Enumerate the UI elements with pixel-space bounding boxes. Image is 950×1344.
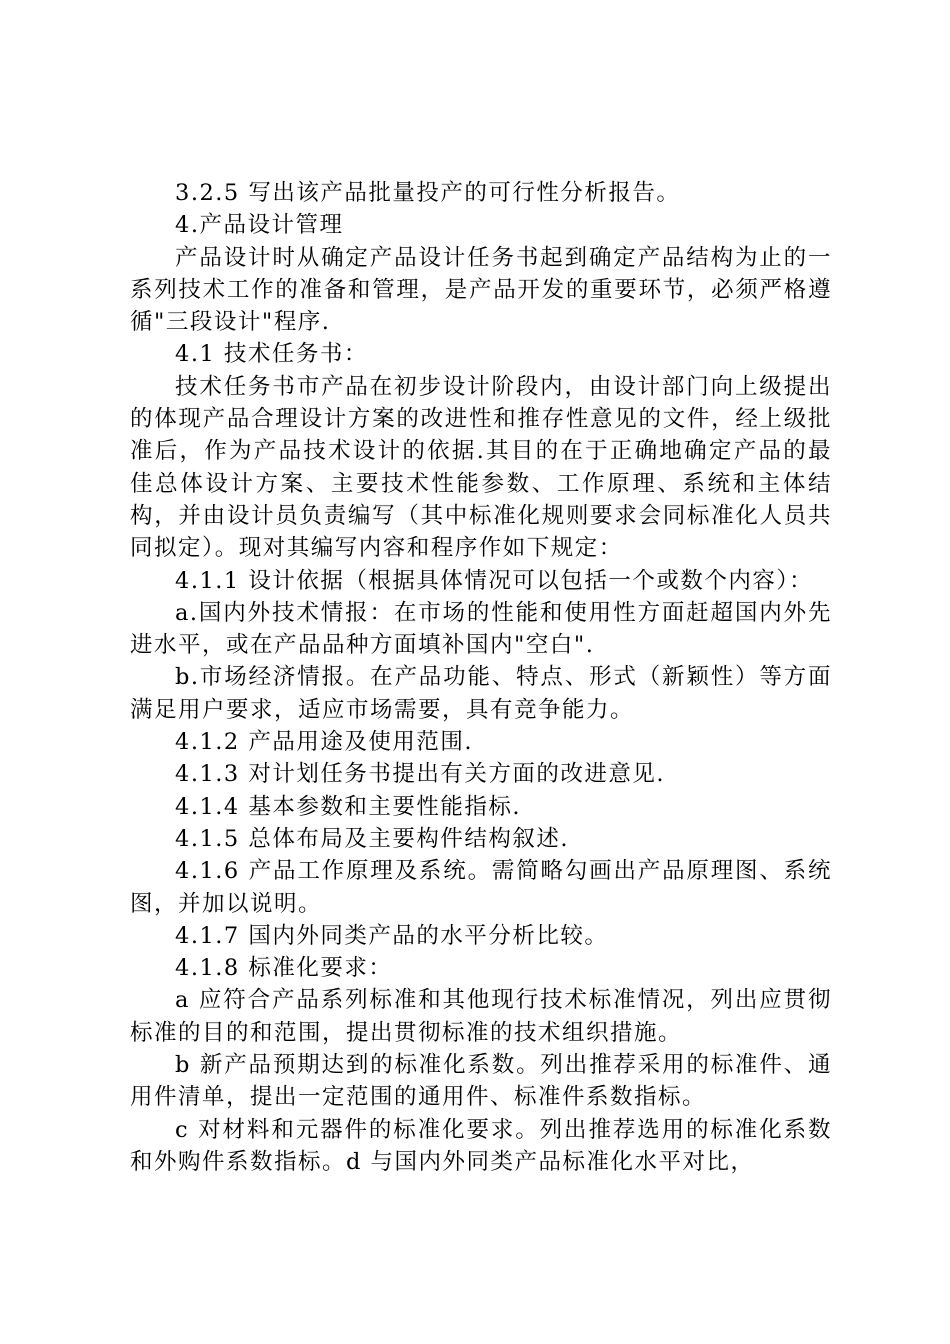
paragraph-4-1-5: 4.1.5 总体布局及主要构件结构叙述. [175, 825, 570, 852]
paragraph-std-a: a 应符合产品系列标准和其他现行技术标准情况，列出应贯彻标准的目的和范围，提出贯彻标准的技术组织措施。 [130, 987, 832, 1046]
heading-4-1: 4.1 技术任务书： [175, 341, 368, 368]
paragraph-3-2-5: 3.2.5 写出该产品批量投产的可行性分析报告。 [175, 180, 681, 206]
paragraph-4-1-3: 4.1.3 对计划任务书提出有关方面的改进意见. [175, 761, 666, 788]
heading-4: 4.产品设计管理 [175, 212, 344, 239]
document-body [130, 177, 832, 1178]
paragraph-item-b: b.市场经济情报。在产品功能、特点、形式（新颖性）等方面满足用户要求，适应市场需要，具有竞争能力。 [130, 664, 832, 723]
paragraph-task-book: 技术任务书市产品在初步设计阶段内，由设计部门向上级提出的体现产品合理设计方案的改进性和推存性意见的文件，经上级批准后，作为产品技术设计的依据.其目的在于正确地确定产品的最佳总体设计方案、主要技术性能参数、工作原理、系统和主体结构，并由设计员负责编写（其中标准化规则要求会同标准化人员共同拟定）。现对其编写内容和程序作如下规定： [130, 373, 832, 562]
paragraph-4-1-8: 4.1.8 标准化要求： [175, 955, 393, 982]
paragraph-std-c: c 对材料和元器件的标准化要求。列出推荐选用的标准化系数和外购件系数指标。d 与国内外同类产品标准化水平对比， [130, 1116, 832, 1175]
paragraph-4-1-2: 4.1.2 产品用途及使用范围. [175, 729, 474, 756]
paragraph-4-1-7: 4.1.7 国内外同类产品的水平分析比较。 [175, 922, 609, 949]
paragraph-4-1-4: 4.1.4 基本参数和主要性能指标. [175, 793, 522, 820]
paragraph-design-intro: 产品设计时从确定产品设计任务书起到确定产品结构为止的一系列技术工作的准备和管理，是产品开发的重要环节，必须严格遵循"三段设计"程序. [130, 244, 832, 336]
paragraph-std-b: b 新产品预期达到的标准化系数。列出推荐采用的标准件、通用件清单，提出一定范围的通用件、标准件系数指标。 [130, 1052, 832, 1111]
paragraph-item-a: a.国内外技术情报：在市场的性能和使用性方面赶超国内外先进水平，或在产品品种方面填补国内"空白". [130, 599, 832, 659]
paragraph-4-1-6: 4.1.6 产品工作原理及系统。需简略勾画出产品原理图、系统图，并加以说明。 [130, 858, 832, 917]
paragraph-4-1-1: 4.1.1 设计依据（根据具体情况可以包括一个或数个内容）： [175, 567, 814, 594]
